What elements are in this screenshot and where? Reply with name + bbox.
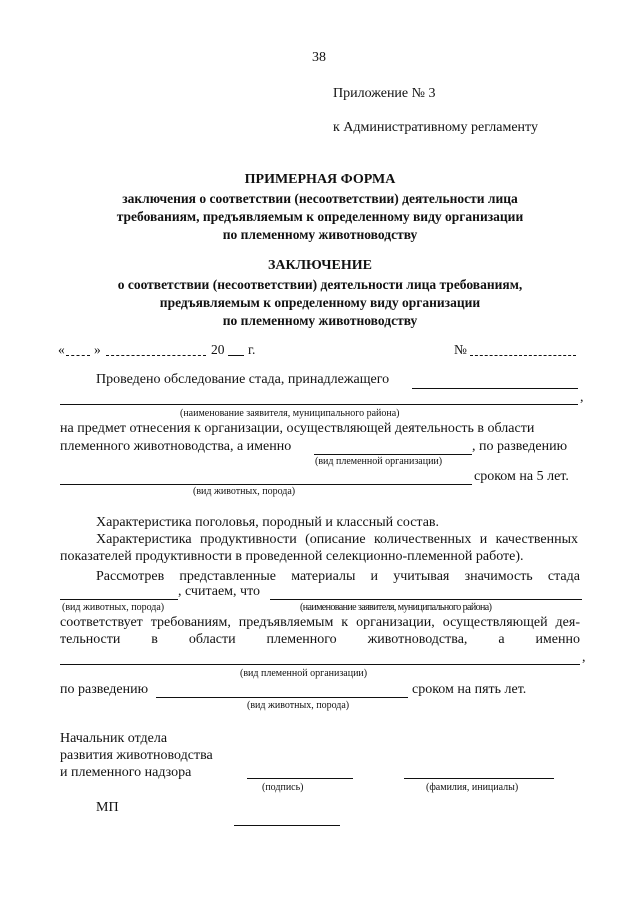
caption-org-type: (вид племенной организации) bbox=[315, 456, 443, 467]
caption-name: (фамилия, инициалы) bbox=[426, 782, 519, 793]
position-line3: и племенного надзора bbox=[60, 765, 192, 780]
page-number: 38 bbox=[312, 50, 326, 65]
para-productivity1: Характеристика продуктивности (описание количественных и качественных bbox=[96, 532, 578, 547]
date-day-blank bbox=[66, 355, 90, 356]
para-productivity2: показателей продуктивности в проведенной селекционно-племенной работе). bbox=[60, 549, 524, 564]
org-type-blank bbox=[314, 454, 472, 455]
considered-line bbox=[96, 569, 580, 585]
conclusion-line3: по племенному животноводству bbox=[222, 313, 418, 328]
term-5-years: сроком на 5 лет. bbox=[474, 469, 569, 484]
considered-word: и bbox=[370, 569, 379, 584]
survey-text: Проведено обследование стада, принадлежащего bbox=[96, 372, 390, 387]
complies-word: именно bbox=[535, 632, 580, 647]
animal-blank bbox=[60, 484, 472, 485]
considered-word: Рассмотрев bbox=[96, 569, 165, 584]
considered-word: представленные bbox=[179, 569, 276, 584]
signature-blank bbox=[247, 778, 353, 779]
number-sign: № bbox=[454, 342, 467, 357]
complies-line1: соответствует требованиям, предъявляемым к организации, осуществляющей дея- bbox=[60, 615, 580, 630]
complies-word: племенного bbox=[266, 632, 337, 647]
owner-comma: , bbox=[580, 390, 584, 405]
complies-word: а bbox=[498, 632, 505, 647]
purpose-line2a: племенного животноводства, а именно bbox=[60, 439, 292, 454]
date-open-quote: « bbox=[58, 342, 65, 357]
org-type-blank-2 bbox=[60, 664, 580, 665]
breeding-prefix: по разведению bbox=[60, 682, 149, 697]
stamp-mark: МП bbox=[96, 800, 119, 815]
caption-animal: (вид животных, порода) bbox=[193, 486, 296, 497]
form-title-line3: по племенному животноводству bbox=[222, 227, 418, 242]
stamp-blank bbox=[234, 825, 340, 826]
position-line1: Начальник отдела bbox=[60, 731, 168, 746]
caption-signature: (подпись) bbox=[262, 782, 304, 793]
date-month-blank bbox=[106, 355, 206, 356]
term-five-years: сроком на пять лет. bbox=[412, 682, 527, 697]
date-year-suffix: г. bbox=[248, 342, 256, 357]
caption-applicant: (наименование заявителя, муниципального района) bbox=[180, 408, 400, 419]
considered-word: значимость bbox=[464, 569, 533, 584]
caption-org-type-2: (вид племенной организации) bbox=[240, 668, 368, 679]
complies-line2 bbox=[60, 632, 580, 648]
conclusion-line1: о соответствии (несоответствии) деятельности лица требованиям, bbox=[117, 277, 523, 292]
para-livestock: Характеристика поголовья, породный и классный состав. bbox=[96, 515, 440, 530]
form-title-line1: заключения о соответствии (несоответствии) деятельности лица bbox=[122, 191, 518, 206]
considered-word: стада bbox=[547, 569, 580, 584]
owner-blank bbox=[412, 388, 578, 389]
considered-word: материалы bbox=[291, 569, 356, 584]
complies-word: животноводства, bbox=[367, 632, 468, 647]
form-title-heading: ПРИМЕРНАЯ ФОРМА bbox=[244, 172, 396, 187]
org-type-comma: , bbox=[582, 650, 586, 665]
considered-line2: , считаем, что bbox=[178, 584, 261, 599]
appendix-regulation: к Административному регламенту bbox=[333, 120, 538, 135]
complies-word: области bbox=[188, 632, 236, 647]
animal-blank-3 bbox=[156, 697, 408, 698]
appendix-label: Приложение № 3 bbox=[333, 86, 436, 101]
caption-animal-2: (вид животных, порода) bbox=[62, 602, 165, 613]
owner-blank-line2 bbox=[60, 404, 578, 405]
purpose-line1: на предмет отнесения к организации, осуществляющей деятельность в области bbox=[60, 421, 535, 436]
animal-blank-2 bbox=[60, 599, 178, 600]
date-year-prefix: 20 bbox=[211, 342, 225, 357]
caption-applicant-2: (наименование заявителя, муниципального района) bbox=[300, 602, 492, 613]
position-line2: развития животноводства bbox=[60, 748, 213, 763]
conclusion-heading: ЗАКЛЮЧЕНИЕ bbox=[267, 258, 373, 273]
number-blank bbox=[470, 355, 576, 356]
date-close-quote: » bbox=[94, 342, 101, 357]
conclusion-line2: предъявляемым к определенному виду организации bbox=[159, 295, 481, 310]
name-blank bbox=[404, 778, 554, 779]
caption-animal-3: (вид животных, порода) bbox=[247, 700, 350, 711]
purpose-line2b: , по разведению bbox=[472, 439, 568, 454]
considered-word: учитывая bbox=[393, 569, 450, 584]
form-title-line2: требованиям, предъявляемым к определенному виду организации bbox=[116, 209, 524, 224]
complies-word: тельности bbox=[60, 632, 121, 647]
complies-word: в bbox=[151, 632, 158, 647]
date-year-blank bbox=[228, 355, 244, 356]
applicant-blank-2 bbox=[270, 599, 582, 600]
